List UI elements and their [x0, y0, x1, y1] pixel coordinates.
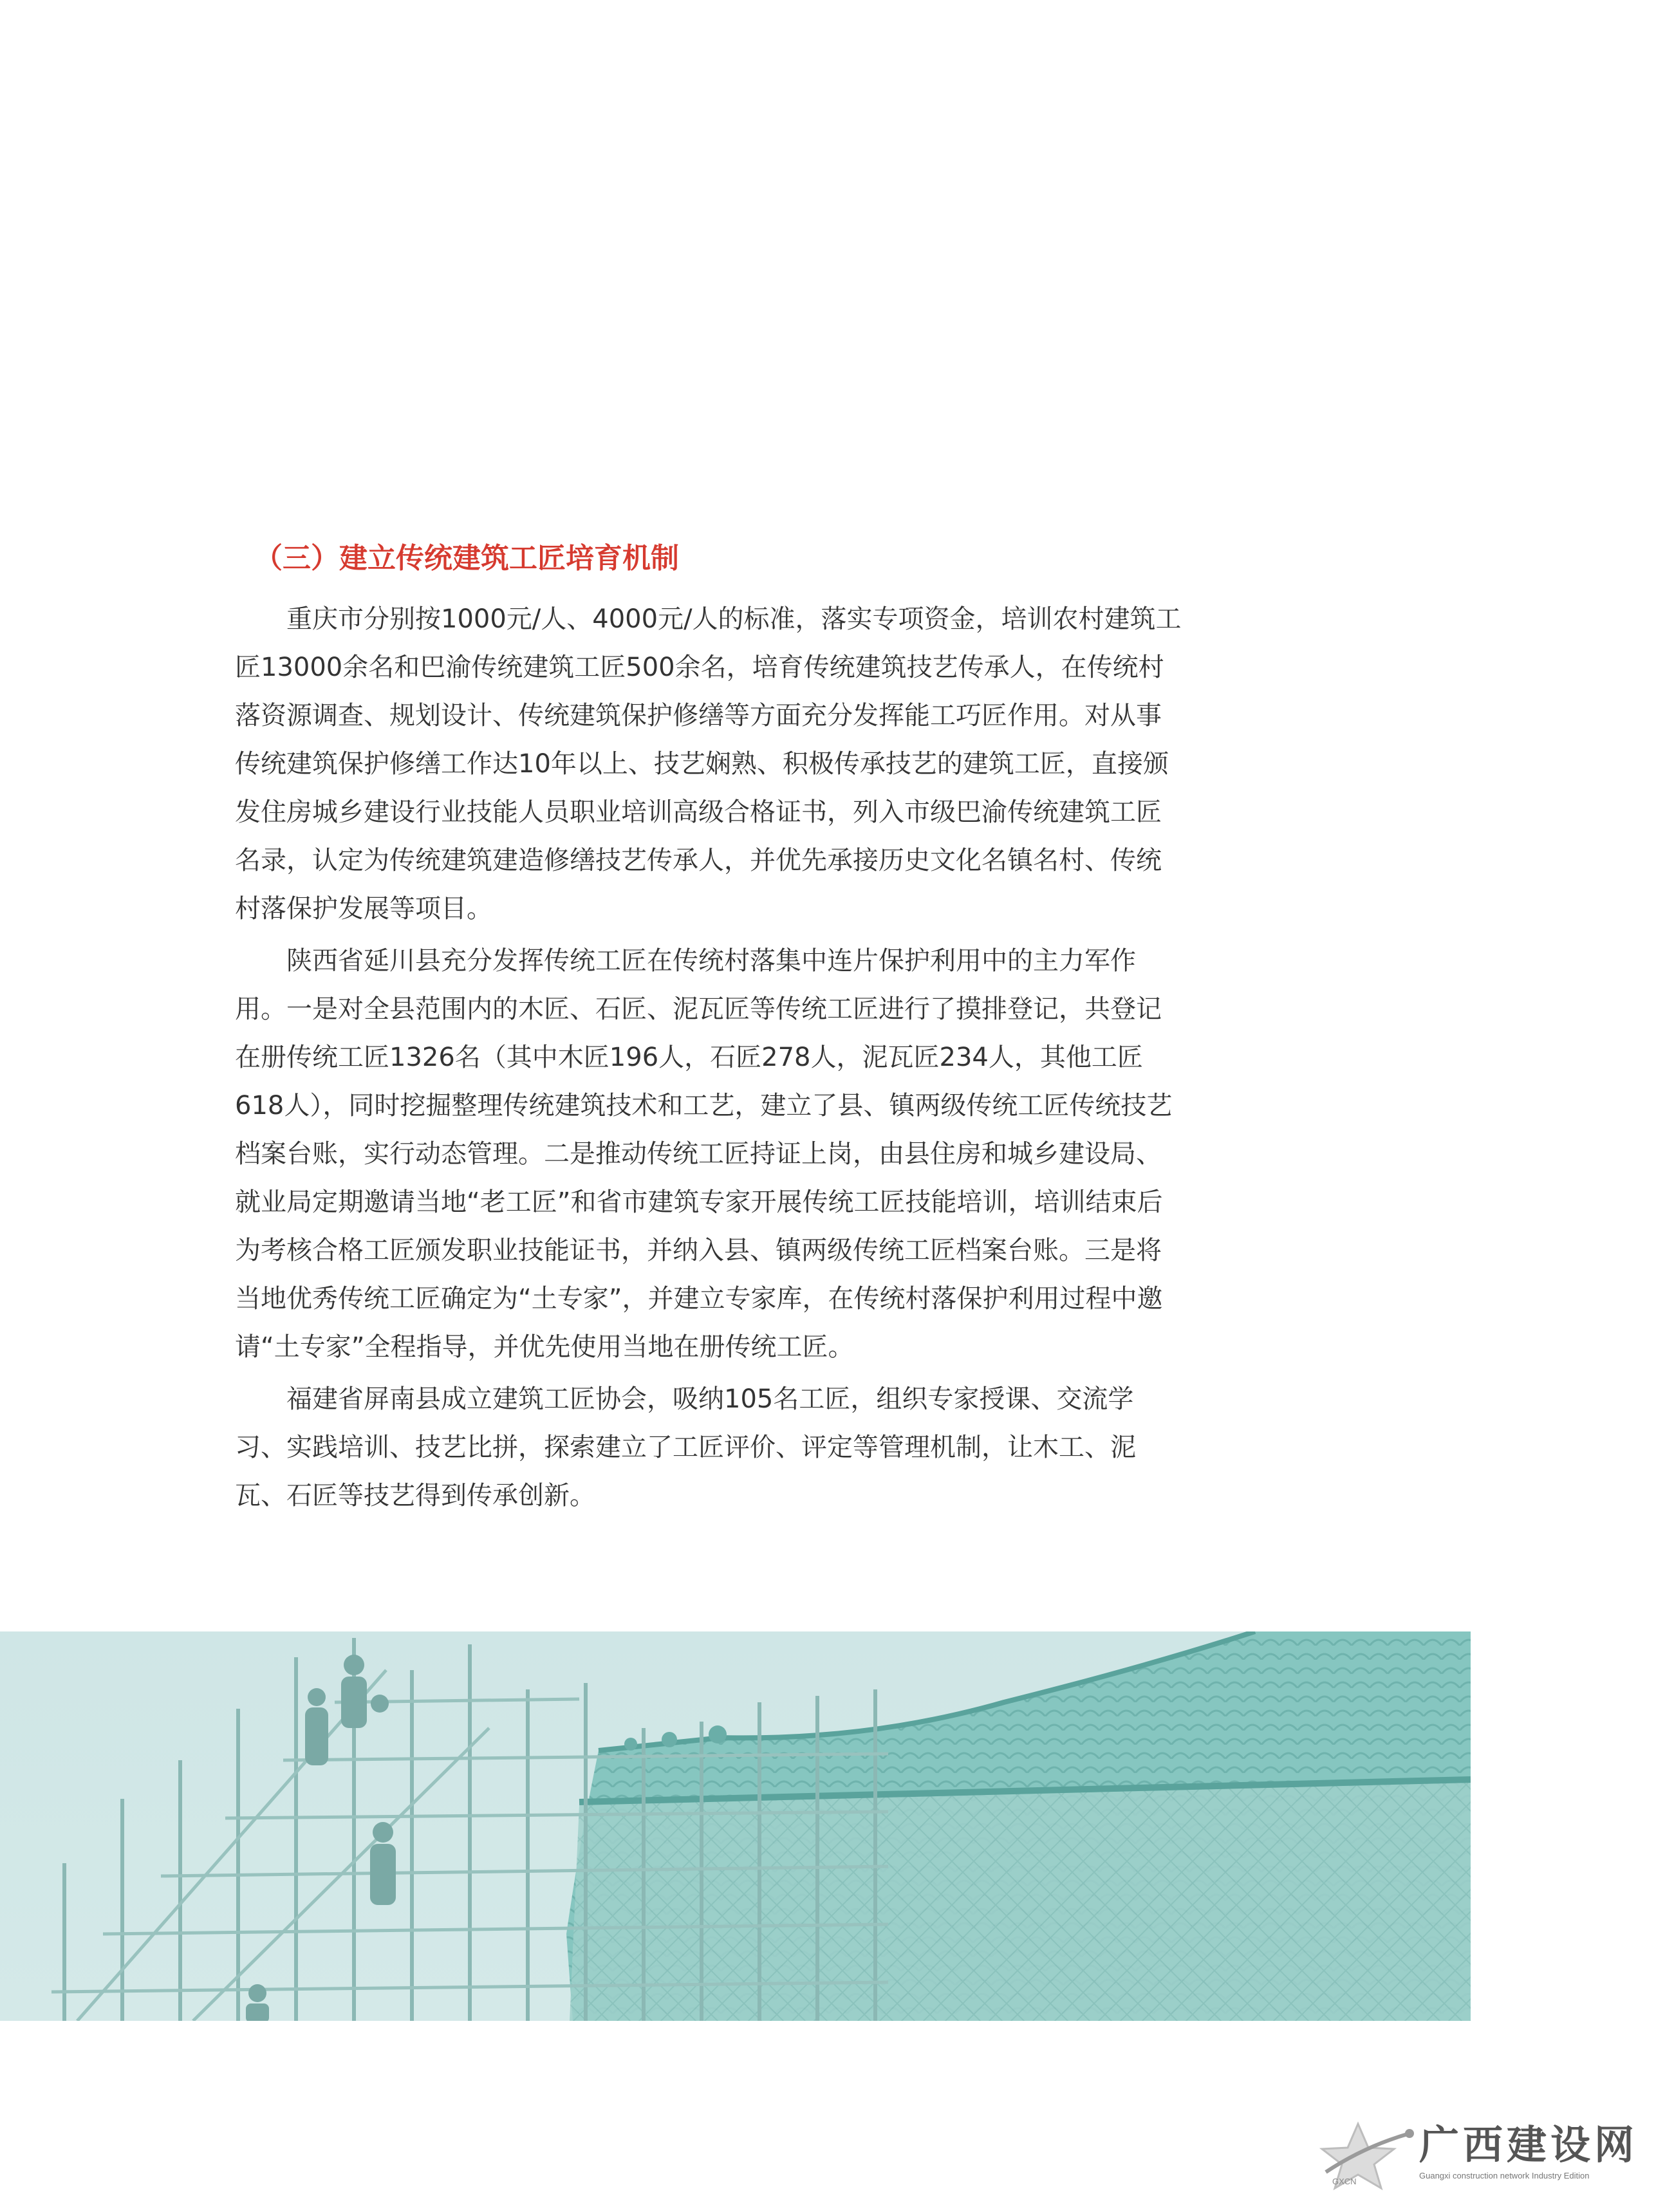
section-heading: （三）建立传统建筑工匠培育机制 — [254, 542, 679, 575]
workers — [246, 1655, 396, 2021]
paragraph-pingnan: 福建省屏南县成立建筑工匠协会，吸纳105名工匠，组织专家授课、交流学习、实践培训、技艺比拼，探索建立了工匠评价、评定等管理机制，让木工、泥瓦、石匠等技艺得到传承创新。 — [235, 1384, 1136, 1510]
watermark-subtitle: Guangxi construction network Industry Edition — [1419, 2171, 1590, 2180]
ridge-ornament — [662, 1732, 677, 1747]
site-watermark — [1313, 2117, 1648, 2195]
paragraph-chongqing: 重庆市分别按1000元/人、4000元/人的标准，落实专项资金，培训农村建筑工匠13000余名和巴渝传统建筑工匠500余名，培育传统建筑技艺传承人，在传统村落资源调查、规划设计、传统建筑保护修缮等方面充分发挥能工巧匠作用。对从事传统建筑保护修缮工作达10年以上、技艺娴熟、积极传承技艺的建筑工匠，直接颁发住房城乡建设行业技能人员职业培训高级合格证书，列入市级巴渝传统建筑工匠名录，认定为传统建筑建造修缮技艺传承人，并优先承接历史文化名镇名村、传统村落保护发展等项目。 — [235, 604, 1182, 924]
article-body — [235, 595, 1184, 1524]
ridge-ornament — [624, 1738, 637, 1751]
paragraph-yanchuan: 陕西省延川县充分发挥传统工匠在传统村落集中连片保护利用中的主力军作用。一是对全县范围内的木匠、石匠、泥瓦匠等传统工匠进行了摸排登记，共登记在册传统工匠1326名（其中木匠196人，石匠278人，泥瓦匠234人，其他工匠618人），同时挖掘整理传统建筑技术和工艺，建立了县、镇两级传统工匠传统技艺档案台账，实行动态管理。二是推动传统工匠持证上岗，由县住房和城乡建设局、就业局定期邀请当地“老工匠”和省市建筑专家开展传统工匠技能培训，培训结束后为考核合格工匠颁发职业技能证书，并纳入县、镇两级传统工匠档案台账。三是将当地优秀传统工匠确定为“土专家”，并建立专家库，在传统村落保护利用过程中邀请“土专家”全程指导，并优先使用当地在册传统工匠。 — [235, 946, 1173, 1362]
star-logo-icon — [1313, 2121, 1416, 2191]
watermark-brand: GXCN — [1332, 2177, 1357, 2186]
scaffolding-temple-photo — [0, 1631, 1471, 2021]
watermark-title: 广西建设网 — [1419, 2121, 1639, 2168]
ridge-ornament — [709, 1725, 727, 1743]
